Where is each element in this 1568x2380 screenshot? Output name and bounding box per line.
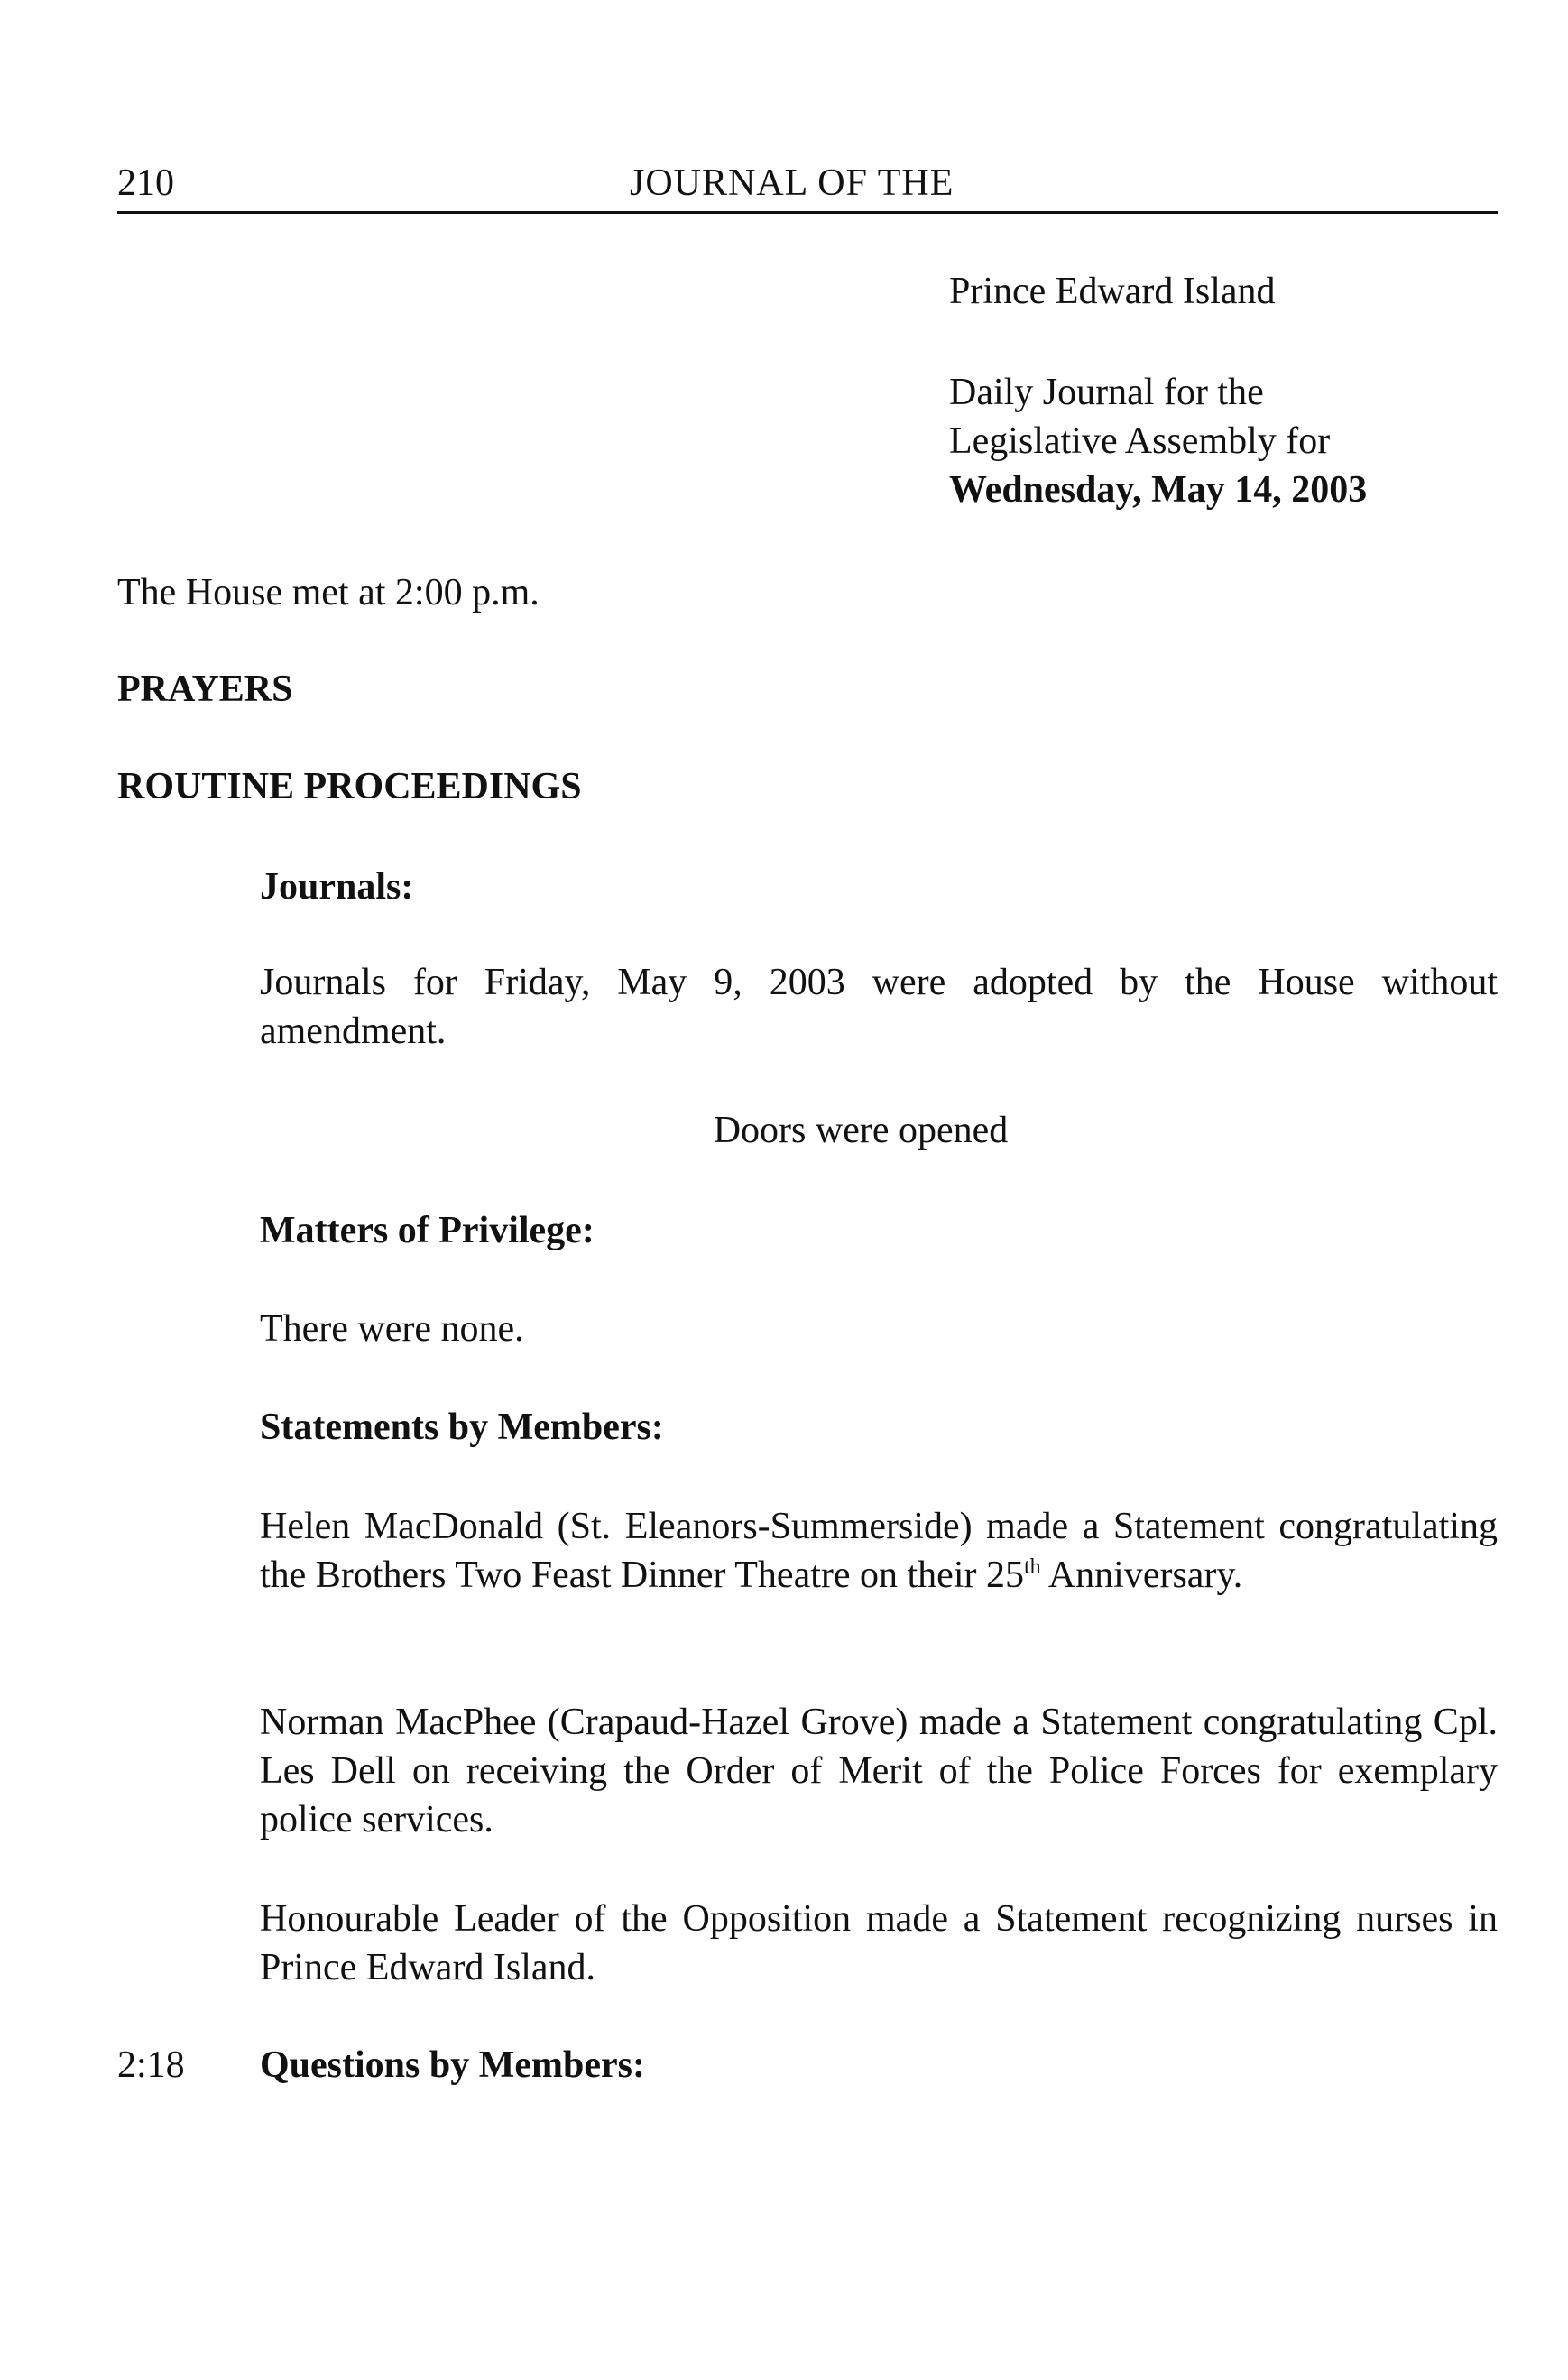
privilege-text: There were none. bbox=[260, 1308, 524, 1350]
journal-date: Wednesday, May 14, 2003 bbox=[949, 469, 1368, 511]
house-met-line: The House met at 2:00 p.m. bbox=[117, 572, 540, 613]
statements-heading: Statements by Members: bbox=[260, 1407, 664, 1448]
questions-heading: Questions by Members: bbox=[260, 2044, 645, 2086]
header-rule bbox=[117, 211, 1498, 214]
statement-item-2: Norman MacPhee (Crapaud-Hazel Grove) made a Statement congratulating Cpl. Les Dell on receiving the Order of Merit of the Police Forces for exemplary police services. bbox=[260, 1702, 1498, 1840]
doors-opened-note: Doors were opened bbox=[713, 1110, 1009, 1151]
statement-item-3: Honourable Leader of the Opposition made a Statement recognizing nurses in Prince Edward Island. bbox=[260, 1898, 1498, 1988]
statement-item-1-text: Helen MacDonald (St. Eleanors-Summerside) made a Statement congratulating the Brothers Two Feast Dinner Theatre on their 25 bbox=[260, 1506, 1498, 1596]
privilege-heading: Matters of Privilege: bbox=[260, 1210, 595, 1251]
running-title: JOURNAL OF THE bbox=[630, 162, 955, 204]
province-name: Prince Edward Island bbox=[949, 271, 1276, 312]
questions-time: 2:18 bbox=[117, 2044, 185, 2086]
journal-title-line1: Daily Journal for the bbox=[949, 372, 1264, 413]
statement-item-1-ordinal: th bbox=[1023, 1555, 1041, 1579]
page-number: 210 bbox=[117, 162, 174, 204]
routine-proceedings-heading: ROUTINE PROCEEDINGS bbox=[117, 766, 582, 807]
journals-text: Journals for Friday, May 9, 2003 were adopted by the House without amendment. bbox=[260, 962, 1498, 1052]
statement-item-1-tail: Anniversary. bbox=[1040, 1554, 1243, 1596]
prayers-heading: PRAYERS bbox=[117, 669, 293, 710]
journal-title-line2: Legislative Assembly for bbox=[949, 420, 1331, 462]
statement-item-1 bbox=[260, 1502, 1498, 1600]
journals-heading: Journals: bbox=[260, 866, 414, 908]
